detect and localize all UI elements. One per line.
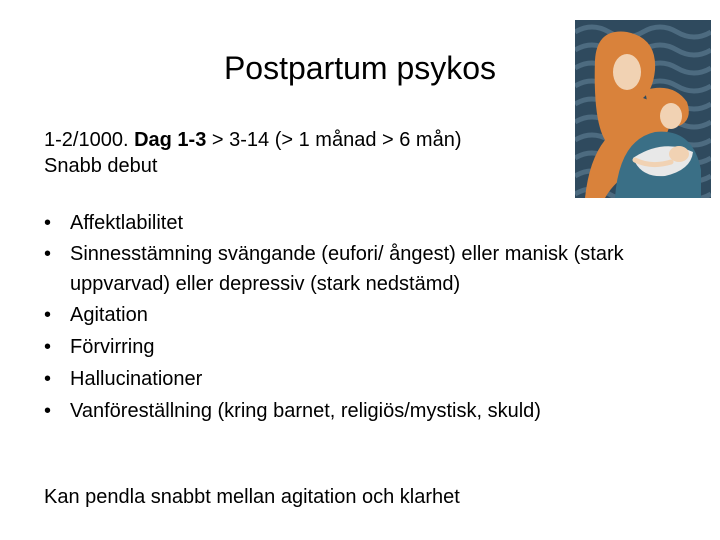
list-item — [44, 207, 674, 239]
intro-text — [44, 127, 461, 179]
intro-line-1 — [44, 127, 461, 153]
bullet-icon: • — [44, 368, 52, 390]
face-shape — [613, 54, 641, 90]
bullet-icon: • — [44, 400, 52, 422]
second-face-shape — [660, 103, 682, 129]
list-item-text: Sinnesstämning svängande (eufori/ ångest) eller manisk (stark uppvarvad) eller depressiv (stark nedstämd) — [70, 243, 624, 295]
slide-title: Postpartum psykos — [223, 50, 497, 86]
list-item — [44, 239, 674, 299]
list-item-text: Affektlabilitet — [70, 212, 184, 234]
footer-note: Kan pendla snabbt mellan agitation och klarhet — [44, 486, 460, 508]
baby-head-shape — [669, 146, 689, 162]
list-item — [44, 363, 674, 395]
intro-prefix: 1-2/1000. — [44, 129, 135, 151]
list-item-text: Agitation — [70, 304, 148, 326]
list-item-text: Hallucinationer — [70, 368, 203, 390]
list-item — [44, 395, 674, 427]
mother-baby-illustration — [575, 20, 711, 198]
symptom-list — [44, 207, 674, 427]
bullet-icon: • — [44, 336, 52, 358]
list-item-text: Vanföreställning (kring barnet, religiös/mystisk, skuld) — [70, 400, 541, 422]
intro-line-2: Snabb debut — [44, 155, 158, 177]
list-item — [44, 331, 674, 363]
bullet-icon: • — [44, 243, 52, 265]
intro-bold: Dag 1-3 — [134, 129, 207, 151]
list-item-text: Förvirring — [70, 336, 155, 358]
bullet-icon: • — [44, 212, 52, 234]
bullet-icon: • — [44, 304, 52, 326]
intro-suffix: > 3-14 (> 1 månad > 6 mån) — [206, 129, 462, 151]
list-item — [44, 299, 674, 331]
